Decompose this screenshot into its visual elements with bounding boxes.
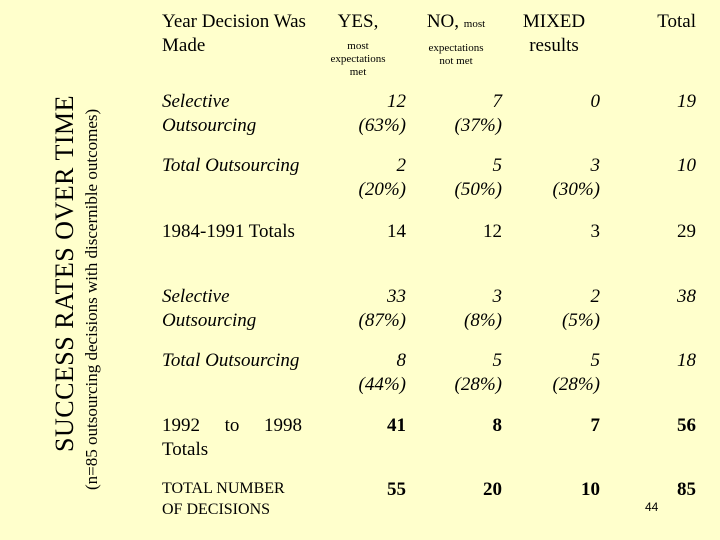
row-no: 5 (50%) [454,155,502,200]
row-mixed: 5 (28%) [552,350,600,395]
row-label: 1992 to 1998 Totals [162,415,302,460]
side-title-panel [0,0,150,540]
row-label: 1984-1991 Totals [162,221,295,242]
row-total: 19 [677,91,696,112]
header-no: NO, most expectations not met [410,10,502,68]
row-total: 38 [677,286,696,307]
row-mixed: 7 [590,415,600,436]
row-label: Total Outsourcing [162,155,300,176]
header-no-sub: expectations not met [428,42,484,67]
row-mixed: 3 (30%) [552,155,600,200]
header-total: Total [657,11,696,32]
row-yes: 55 [387,479,406,500]
row-yes: 12 (63%) [358,91,406,136]
row-no: 3 (8%) [464,286,502,331]
row-total: 29 [677,221,696,242]
row-label: Total Outsourcing [162,350,300,371]
row-label: TOTAL NUMBER OF DECISIONS [162,480,285,518]
success-rates-table [150,0,720,540]
row-no: 7 (37%) [454,91,502,136]
row-mixed: 0 [590,91,600,112]
row-mixed: 10 [581,479,600,500]
row-no: 5 (28%) [454,350,502,395]
header-year: Year Decision Was Made [162,11,306,56]
row-label: Selective Outsourcing [162,286,257,331]
row-no: 8 [492,415,502,436]
row-no: 20 [483,479,502,500]
row-yes: 8 (44%) [358,350,406,395]
row-no: 12 [483,221,502,242]
header-yes: YES, most expectations met [310,10,406,79]
vertical-subtitle: (n=85 outsourcing decisions with discernible outcomes) [82,108,101,490]
row-yes: 14 [387,221,406,242]
row-mixed: 3 [590,221,600,242]
header-mixed: MIXED results [522,11,586,56]
row-yes: 2 (20%) [358,155,406,200]
vertical-title: SUCCESS RATES OVER TIME [50,94,79,452]
row-total: 10 [677,155,696,176]
row-label: Selective Outsourcing [162,91,257,136]
row-total: 85 [677,479,696,500]
row-mixed: 2 (5%) [562,286,600,331]
row-total: 56 [677,415,696,436]
page-number: 44 [645,500,659,514]
row-total: 18 [677,350,696,371]
row-yes: 33 (87%) [358,286,406,331]
header-yes-sub: most expectations met [330,40,386,78]
row-yes: 41 [387,415,406,436]
